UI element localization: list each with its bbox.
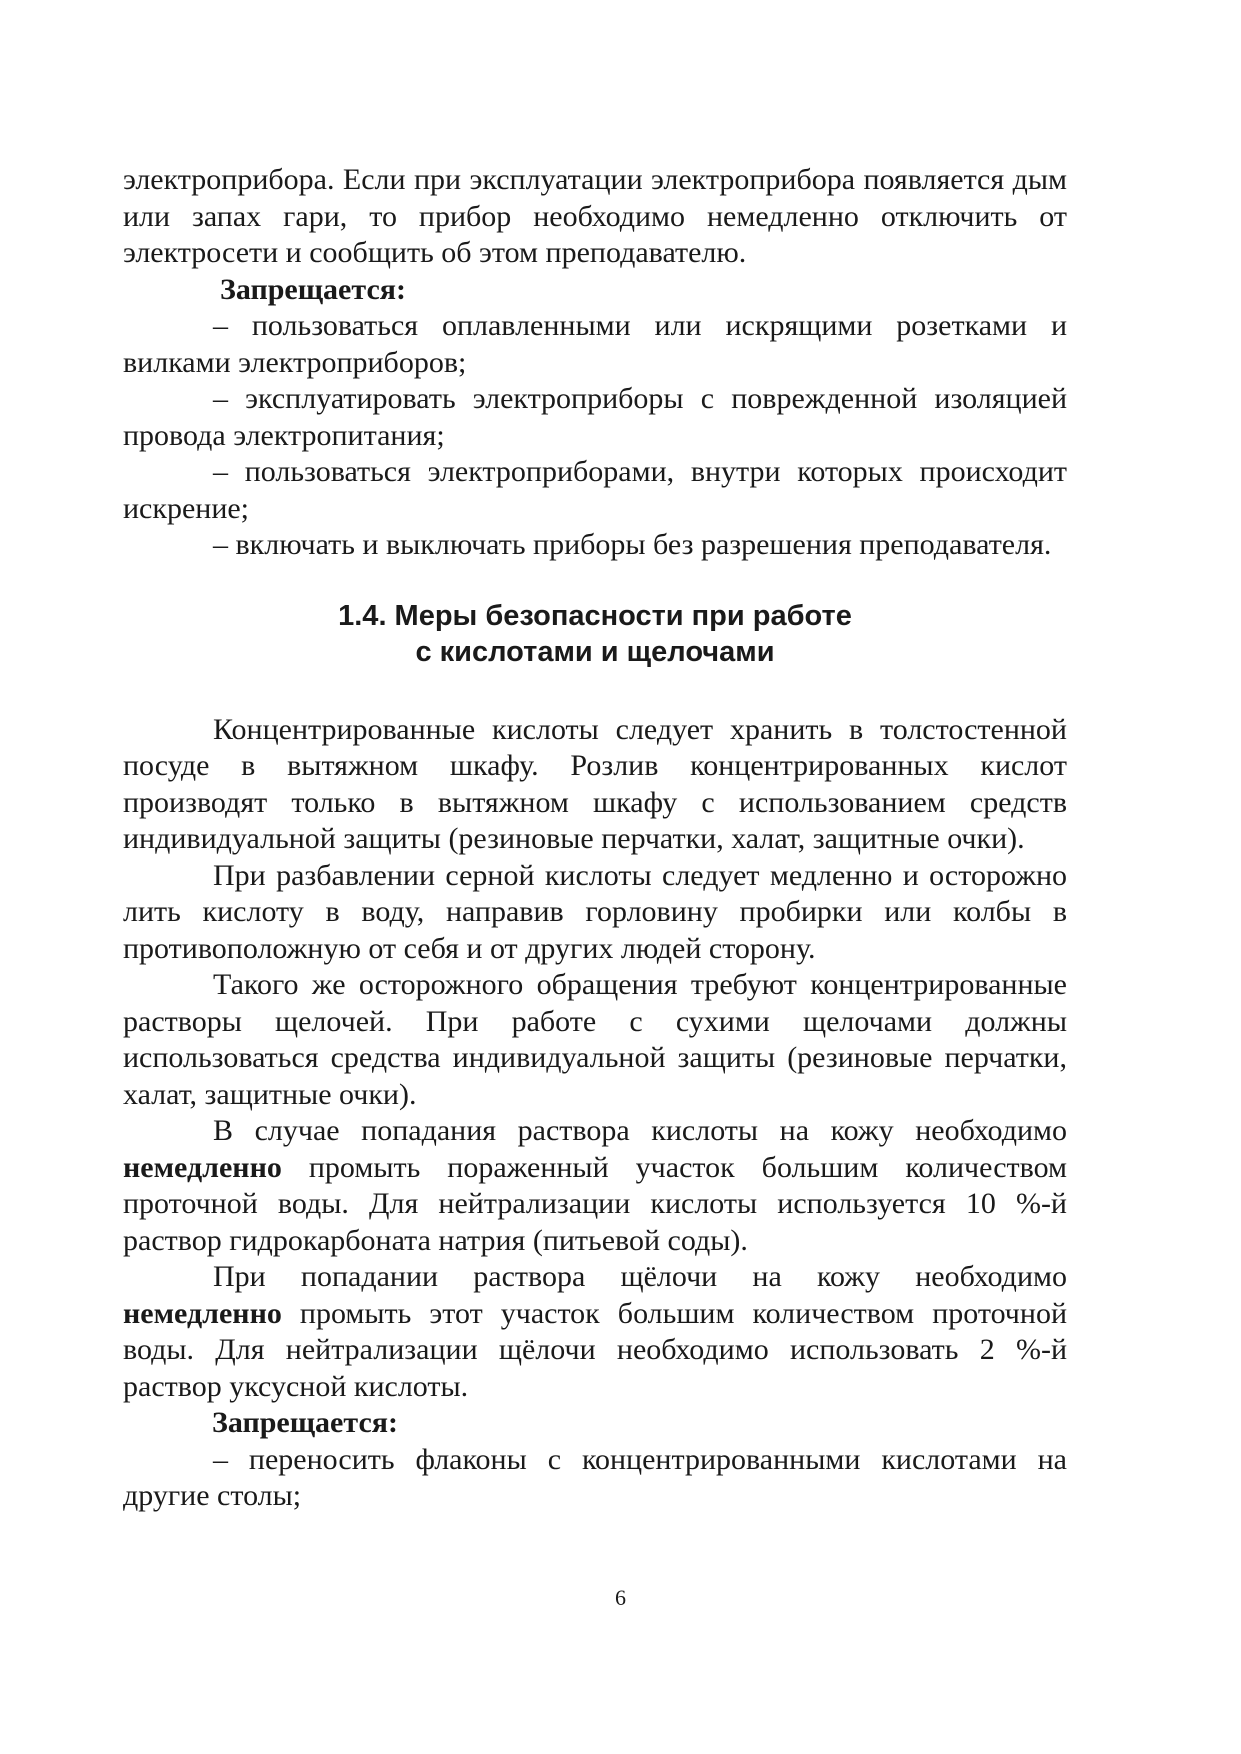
page-content: [123, 162, 1067, 1515]
forbidden-heading-2: Запрещается:: [212, 1406, 399, 1439]
paragraph-acid-skin: [123, 1113, 1067, 1259]
text-segment: В случае попадания раствора кислоты на кожу необходимо: [213, 1114, 1067, 1147]
list-item: – включать и выключать приборы без разрешения преподавателя.: [213, 528, 1052, 561]
paragraph: Такого же осторожного обращения требуют концентрированные растворы щелочей. При работе с сухими щелочами должны использоваться средства индивидуальной защиты (резиновые перчатки, халат, защитные очки).: [123, 968, 1067, 1111]
list-item: – эксплуатировать электроприборы с поврежденной изоляцией провода электропитания;: [123, 382, 1067, 452]
paragraph-continuation: электроприбора. Если при эксплуатации электроприбора появляется дым или запах гари, то прибор необходимо немедленно отключить от электросети и сообщить об этом преподавателю.: [123, 163, 1067, 269]
paragraph: При разбавлении серной кислоты следует медленно и осторожно лить кислоту в воду, направив горловину пробирки или колбы в противоположную от себя и от других людей сторону.: [123, 858, 1067, 965]
forbidden-heading: Запрещается:: [220, 272, 407, 306]
text-segment: При попадании раствора щёлочи на кожу необходимо: [213, 1260, 1067, 1293]
section-title-line-1: 1.4. Меры безопасности при работе: [338, 599, 852, 632]
paragraph: Концентрированные кислоты следует хранить в толстостенной посуде в вытяжном шкафу. Розлив концентрированных кислот производят только в вытяжном шкафу с использованием средств индивидуальной защиты (резиновые перчатки, халат, защитные очки).: [123, 712, 1067, 855]
list-item: – пользоваться оплавленными или искрящими розетками и вилками электроприборов;: [123, 309, 1067, 379]
emphasis-immediately: немедленно: [123, 1296, 282, 1330]
list-item: – пользоваться электроприборами, внутри которых происходит искрение;: [123, 455, 1067, 525]
page-number: 6: [615, 1585, 626, 1610]
emphasis-immediately: немедленно: [123, 1150, 282, 1184]
section-title-line-2: с кислотами и щелочами: [415, 635, 775, 668]
section-heading: [123, 598, 1067, 670]
list-item: – переносить флаконы с концентрированными кислотами на другие столы;: [123, 1442, 1067, 1512]
text-segment: промыть пораженный участок большим количеством проточной воды. Для нейтрализации кислоты используется 10 %-й раствор гидрокарбоната натрия (питьевой соды).: [123, 1150, 1067, 1257]
paragraph-alkali-skin: [123, 1259, 1067, 1405]
text-segment: промыть этот участок большим количеством проточной воды. Для нейтрализации щёлочи необходимо использовать 2 %-й раствор уксусной кислоты.: [123, 1296, 1067, 1403]
